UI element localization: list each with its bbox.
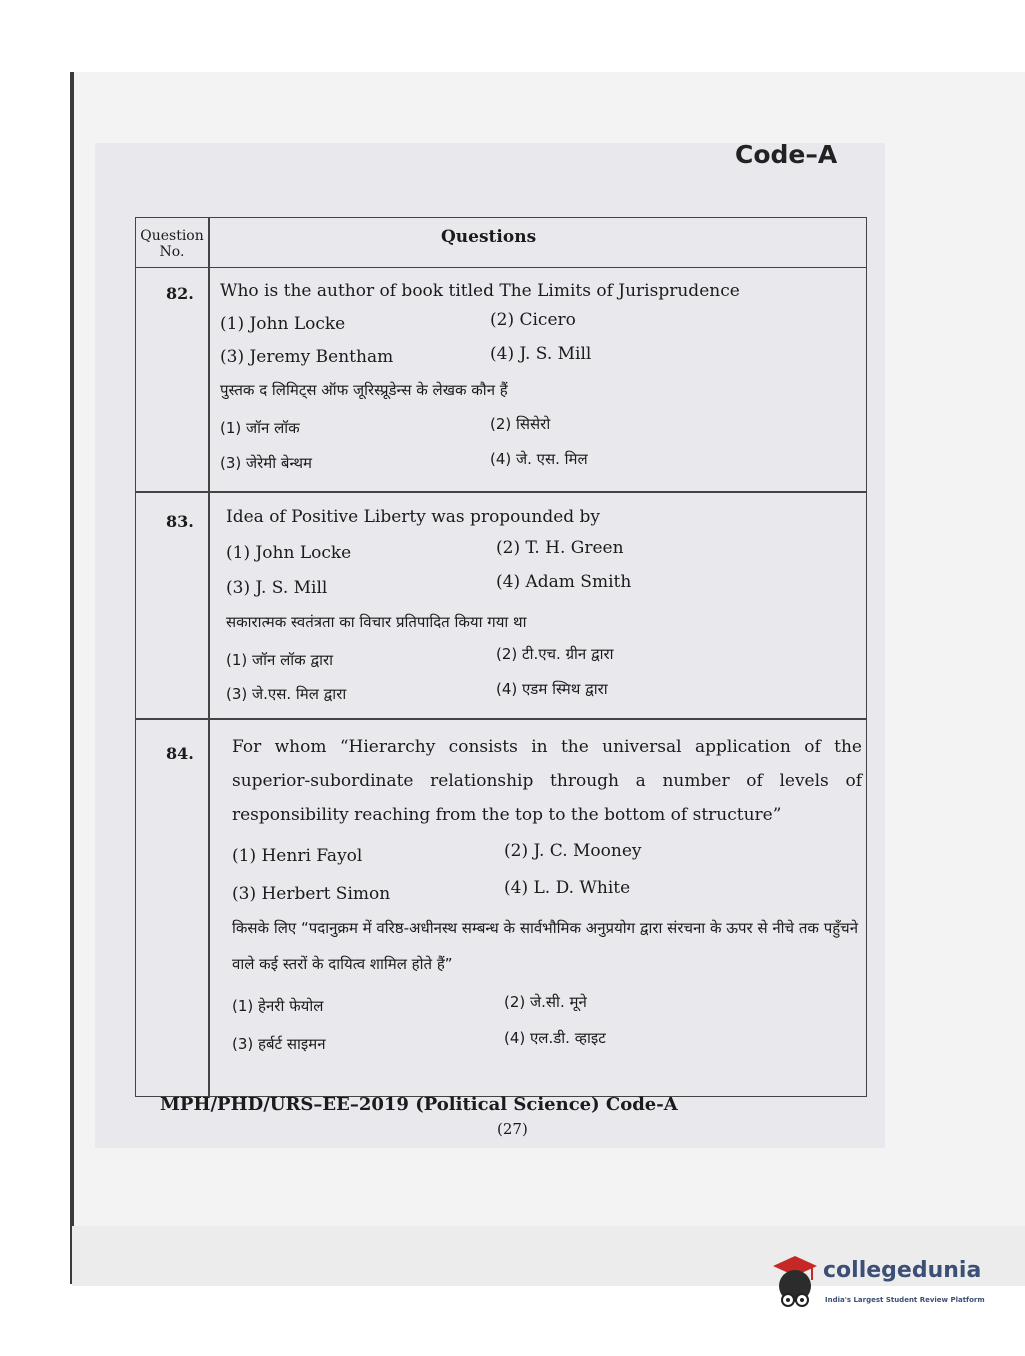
option-en: (2) T. H. Green [496, 538, 624, 558]
scan-edge-shadow [70, 72, 74, 1284]
question-number: 84. [166, 744, 194, 763]
questions-table [135, 217, 867, 1097]
option-hi: (3) जेरेमी बेन्थम [220, 454, 313, 472]
option-hi: (1) जॉन लॉक [220, 419, 300, 437]
option-hi: (3) जे.एस. मिल द्वारा [226, 685, 347, 703]
question-number: 83. [166, 512, 194, 531]
option-hi: (2) जे.सी. मूने [504, 993, 587, 1011]
option-en: (1) John Locke [220, 314, 346, 334]
option-en: (2) Cicero [490, 310, 576, 330]
page-number: (27) [497, 1120, 528, 1138]
question-number: 82. [166, 284, 194, 303]
option-en: (1) John Locke [226, 543, 352, 563]
row-divider [136, 718, 866, 720]
mascot-icon [765, 1250, 821, 1316]
option-hi: (4) एडम स्मिथ द्वारा [496, 680, 608, 698]
header-questions: Questions [441, 227, 537, 247]
option-hi: (1) जॉन लॉक द्वारा [226, 651, 333, 669]
collegedunia-logo [765, 1250, 995, 1320]
logo-name: collegedunia [823, 1258, 982, 1283]
table-header [136, 218, 866, 268]
question-text-hi: पुस्तक द लिमिट्स ऑफ जूरिस्प्रूडेन्स के लेखक कौन हैं [220, 381, 508, 399]
logo-tagline: India's Largest Student Review Platform [825, 1296, 985, 1304]
option-hi: (1) हेनरी फेयोल [232, 997, 324, 1015]
option-en: (4) Adam Smith [496, 572, 632, 592]
question-text-en: Who is the author of book titled The Limits of Jurisprudence [220, 281, 740, 301]
column-divider [208, 218, 210, 1096]
question-text-hi: किसके लिए “पदानुक्रम में वरिष्ठ-अधीनस्थ सम्बन्ध के सार्वभौमिक अनुप्रयोग द्वारा संरचना के ऊपर से नीचे तक पहुँचने वाले कई स्तरों के दायित्व शामिल होते हैं” [232, 919, 859, 973]
row-divider [136, 491, 866, 493]
option-hi: (2) सिसेरो [490, 415, 551, 433]
option-hi: (4) एल.डी. व्हाइट [504, 1029, 606, 1047]
exam-footer: MPH/PHD/URS–EE–2019 (Political Science) Code-A [160, 1094, 678, 1115]
option-en: (4) L. D. White [504, 878, 631, 898]
option-en: (3) Jeremy Bentham [220, 347, 394, 367]
question-text-en: For whom “Hierarchy consists in the universal application of the superior-subordinate relationship through a number of levels of responsibility reaching from the top to the bottom of structure” [232, 737, 862, 825]
header-question-no: Question No. [140, 228, 204, 260]
option-hi: (4) जे. एस. मिल [490, 450, 588, 468]
question-text-hi: सकारात्मक स्वतंत्रता का विचार प्रतिपादित किया गया था [226, 613, 527, 631]
option-en: (4) J. S. Mill [490, 344, 592, 364]
question-text-en: Idea of Positive Liberty was propounded by [226, 507, 601, 527]
option-hi: (2) टी.एच. ग्रीन द्वारा [496, 645, 614, 663]
option-en: (3) Herbert Simon [232, 884, 391, 904]
option-hi: (3) हर्बर्ट साइमन [232, 1035, 326, 1053]
option-en: (1) Henri Fayol [232, 846, 363, 866]
option-en: (3) J. S. Mill [226, 578, 328, 598]
option-en: (2) J. C. Mooney [504, 841, 642, 861]
code-label: Code–A [735, 140, 838, 169]
